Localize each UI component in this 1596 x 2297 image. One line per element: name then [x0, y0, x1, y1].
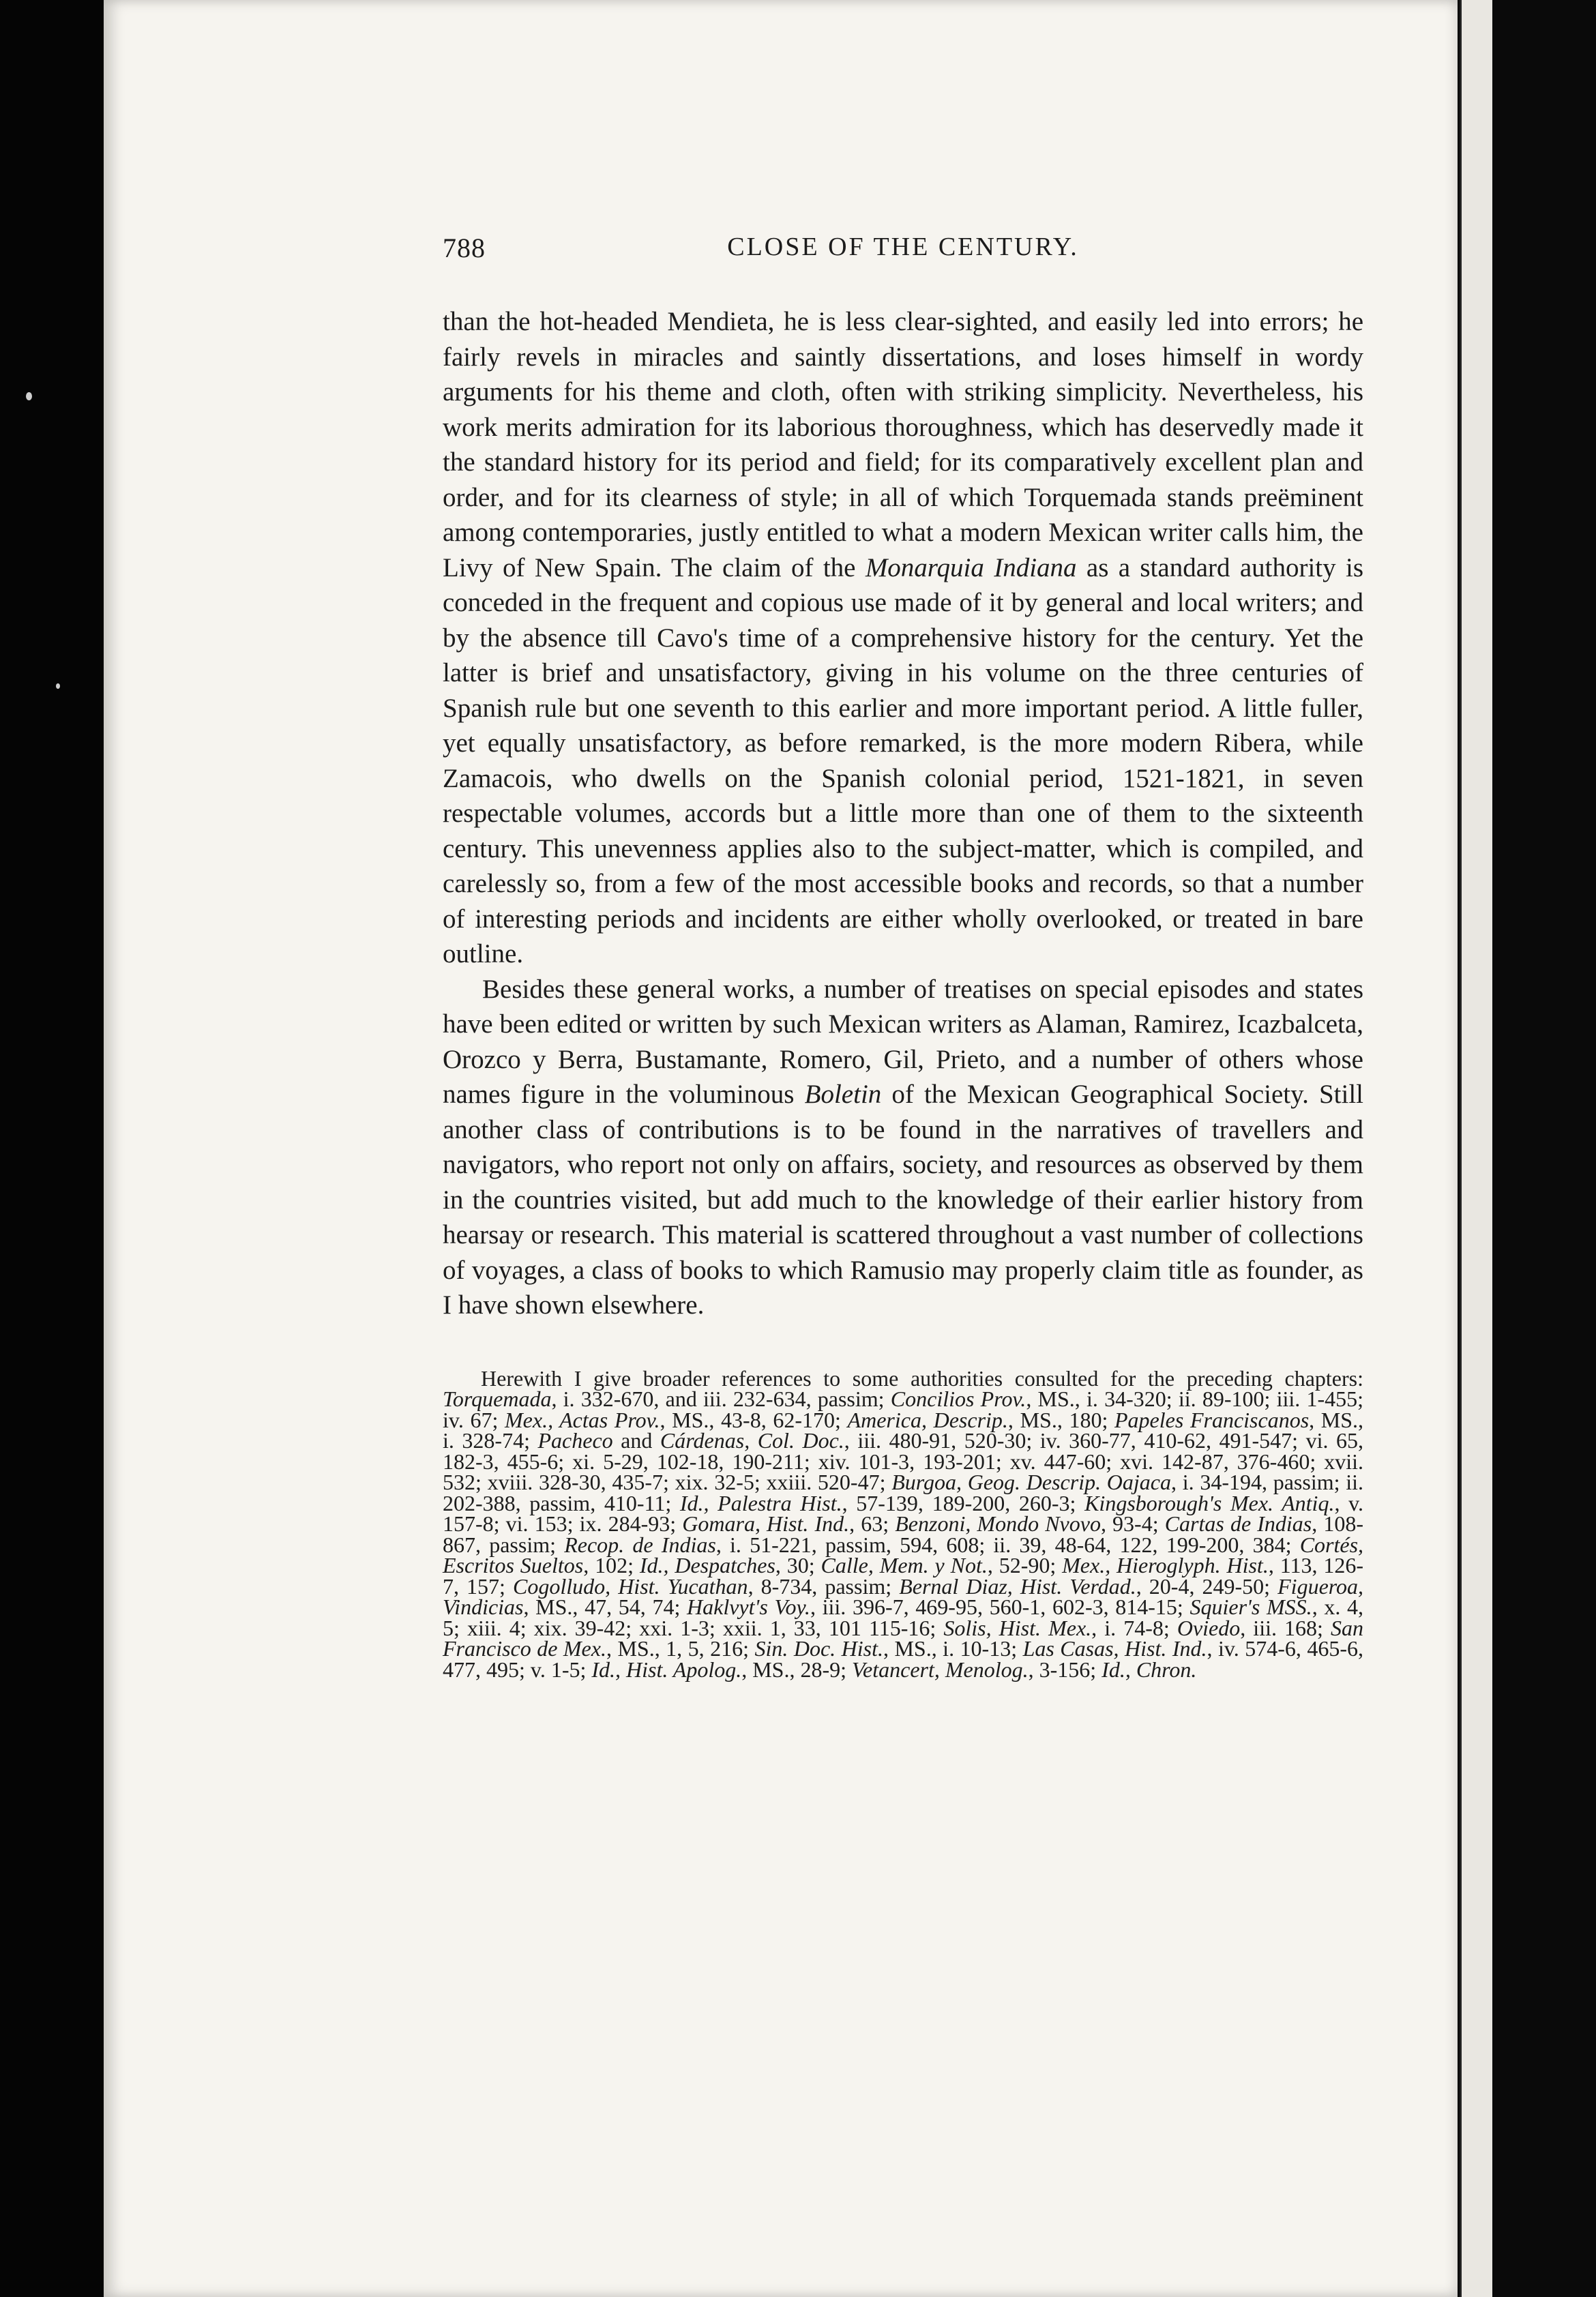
italic-title: Squier's MSS. — [1189, 1595, 1312, 1619]
text-run: Besides these general works, a number of treatises on special episodes and states have been edited or written by such Mexican writers as Alaman, Ramirez, Icazbalceta, Orozco y Berra, Bustamante, Romero, Gil, Prieto, and a number of others whose names figure in the voluminous — [443, 974, 1363, 1109]
text-run: of the Mexican Geographical Society. Still another class of contributions is to be found in the narratives of travellers and navigators, who report not only on affairs, society, and resources as observed by them in the countries visited, but add much to the knowledge of their earlier history from hearsay or research. This material is scattered throughout a vast number of collections of voyages, a class of books to which Ramusio may properly claim title as founder, as I have shown elsewhere. — [443, 1080, 1364, 1320]
italic-title: Vetancert, Menolog. — [852, 1657, 1029, 1682]
text-run: , 30; — [775, 1553, 821, 1577]
text-run: , 63; — [849, 1511, 896, 1536]
italic-title: Mex., Actas Prov. — [505, 1407, 660, 1432]
italic-title: America, Descrip. — [847, 1407, 1008, 1432]
text-run: , 52-90; — [987, 1553, 1063, 1577]
text-run: , x. 4, 5; xiii. 4; xix. 39-42; xxi. 1-3; xxii. 1, 33, 101 115-16; — [443, 1595, 1364, 1640]
text-run: , v. 157-8; vi. 153; ix. 284-93; — [443, 1490, 1364, 1536]
italic-title: Monarquia Indiana — [865, 552, 1077, 582]
text-run: , MS., 43-8, 62-170; — [660, 1407, 848, 1432]
text-run: , iv. 574-6, 465-6, 477, 495; v. 1-5; — [443, 1636, 1364, 1682]
scan-speck — [56, 683, 60, 689]
next-page-edge — [1460, 0, 1494, 2297]
italic-title: Id., Palestra Hist. — [679, 1490, 842, 1515]
italic-title: Burgoa, Geog. Descrip. Oajaca — [891, 1470, 1172, 1494]
italic-title: Id., Hist. Apolog. — [591, 1657, 742, 1682]
italic-title: Mex., Hieroglyph. Hist. — [1062, 1553, 1269, 1577]
book-page — [104, 0, 1458, 2297]
text-run: than the hot-headed Mendieta, he is less clear-sighted, and easily led into errors; he fairly revels in miracles and saintly dissertations, and loses himself in wordy arguments for his theme and cloth, often with striking simplicity. Nevertheless, his work merits admiration for its laborious thoroughness, which has deservedly made it the standard history for its period and field; for its comparatively excellent plan and order, and for its clearness of style; in all of which Torquemada stands preëminent among contemporaries, justly entitled to what a modern Mexican writer calls him, the Livy of New Spain. The claim of the — [443, 307, 1363, 582]
running-title: CLOSE OF THE CENTURY. — [727, 233, 1079, 261]
text-run: , i. 332-670, and iii. 232-634, passim; — [551, 1387, 891, 1411]
text-run: , 57-139, 189-200, 260-3; — [842, 1490, 1085, 1515]
italic-title: Id., Despatches — [639, 1553, 775, 1577]
italic-title: Recop. de Indias — [564, 1532, 716, 1557]
body-text — [443, 304, 1363, 1323]
paragraph — [443, 972, 1363, 1323]
scan-speck — [26, 392, 32, 400]
footnote-block — [443, 1365, 1364, 1682]
text-run: , 108-867, passim; — [443, 1511, 1364, 1557]
text-run: as a standard authority is conceded in the frequent and copious use made of it by general and local writers; and by the absence till Cavo's time of a comprehensive history for the century. Yet the latter is brief and unsatisfactory, giving in his volume on the three centuries of Spanish rule but one seventh to this earlier and more important period. A little fuller, yet equally unsatisfactory, as before remarked, is the more modern Ribera, while Zamacois, who dwells on the Spanish colonial period, 1521-1821, in seven respectable volumes, accords but a little more than one of them to the sixteenth century. This unevenness applies also to the subject-matter, which is compiled, and carelessly so, from a few of the most accessible books and records, so that a number of interesting periods and incidents are either wholly overlooked, or treated in bare outline. — [443, 552, 1363, 968]
italic-title: Calle, Mem. y Not. — [821, 1553, 988, 1577]
text-run: , i. 74-8; — [1091, 1615, 1177, 1640]
italic-title: Boletin — [804, 1080, 882, 1109]
text-run: , MS., i. 34-320; ii. 89-100; iii. 1-455; iv. 67; — [443, 1387, 1364, 1432]
italic-title: Concilios Prov. — [890, 1387, 1026, 1411]
italic-title: Bernal Diaz, Hist. Verdad. — [899, 1573, 1136, 1599]
italic-title: Id., Chron. — [1102, 1657, 1197, 1682]
italic-title: Cortés, Escritos Sueltos — [443, 1532, 1364, 1577]
italic-title: Oviedo — [1177, 1615, 1241, 1640]
text-run: , MS., i. 328-74; — [443, 1407, 1364, 1453]
italic-title: Cartas de Indias — [1164, 1511, 1312, 1536]
italic-title: Kingsborough's Mex. Antiq. — [1084, 1490, 1335, 1515]
paragraph-continued — [443, 304, 1363, 972]
footnote-references — [443, 1365, 1364, 1682]
page-number: 788 — [443, 233, 486, 263]
text-run: , i. 34-194, passim; ii. 202-388, passim, 410-11; — [443, 1470, 1364, 1515]
text-run: , 8-734, passim; — [748, 1573, 900, 1599]
italic-title: San Francisco de Mex. — [443, 1615, 1364, 1661]
text-run: , MS., 1, 5, 216; — [606, 1636, 755, 1661]
italic-title: Pacheco — [537, 1428, 613, 1453]
text-run: , 20-4, 249-50; — [1136, 1573, 1278, 1599]
italic-title: Torquemada — [443, 1387, 552, 1411]
text-run: , 113, 126-7, 157; — [443, 1553, 1364, 1599]
text-run: and — [612, 1428, 660, 1453]
italic-title: Cárdenas, Col. Doc. — [660, 1428, 844, 1453]
italic-title: Benzoni, Mondo Nvovo — [895, 1511, 1101, 1536]
italic-title: Papeles Franciscanos — [1114, 1407, 1310, 1432]
italic-title: Haklvyt's Voy. — [687, 1595, 810, 1619]
italic-title: Solis, Hist. Mex. — [943, 1615, 1092, 1640]
page-content — [443, 232, 1363, 1680]
text-run: Herewith I give broader references to some authorities consulted for the preceding chapters: — [481, 1365, 1363, 1391]
text-run: , iii. 480-91, 520-30; iv. 360-77, 410-62, 491-547; vi. 65, 182-3, 455-6; xi. 5-29, 102-18, 190-211; xiv. 101-3, 193-201; xv. 447-60; xvi. 142-87, 376-460; xvii. 532; xviii. 328-30, 435-7; xix. 32-5; xxiii. 520-47; — [443, 1428, 1364, 1494]
text-run: , MS., i. 10-13; — [883, 1636, 1023, 1661]
italic-title: Figueroa, Vindicias — [443, 1573, 1364, 1619]
text-run: , i. 51-221, passim, 594, 608; ii. 39, 48-64, 122, 199-200, 384; — [715, 1532, 1300, 1557]
running-head — [443, 232, 1363, 280]
text-run: , iii. 396-7, 469-95, 560-1, 602-3, 814-15; — [810, 1595, 1190, 1619]
italic-title: Gomara, Hist. Ind. — [682, 1511, 850, 1536]
text-run: , MS., 180; — [1007, 1407, 1114, 1432]
text-run: , MS., 47, 54, 74; — [523, 1595, 688, 1619]
italic-title: Cogolludo, Hist. Yucathan — [513, 1573, 748, 1599]
text-run: , MS., 28-9; — [741, 1657, 853, 1682]
text-run: , iii. 168; — [1240, 1615, 1331, 1640]
scan-margin — [1492, 0, 1596, 2297]
text-run: , 93-4; — [1100, 1511, 1165, 1536]
text-run: , 3-156; — [1028, 1657, 1102, 1682]
text-run: , 102; — [583, 1553, 640, 1577]
italic-title: Sin. Doc. Hist. — [754, 1636, 883, 1661]
italic-title: Las Casas, Hist. Ind. — [1022, 1636, 1207, 1661]
